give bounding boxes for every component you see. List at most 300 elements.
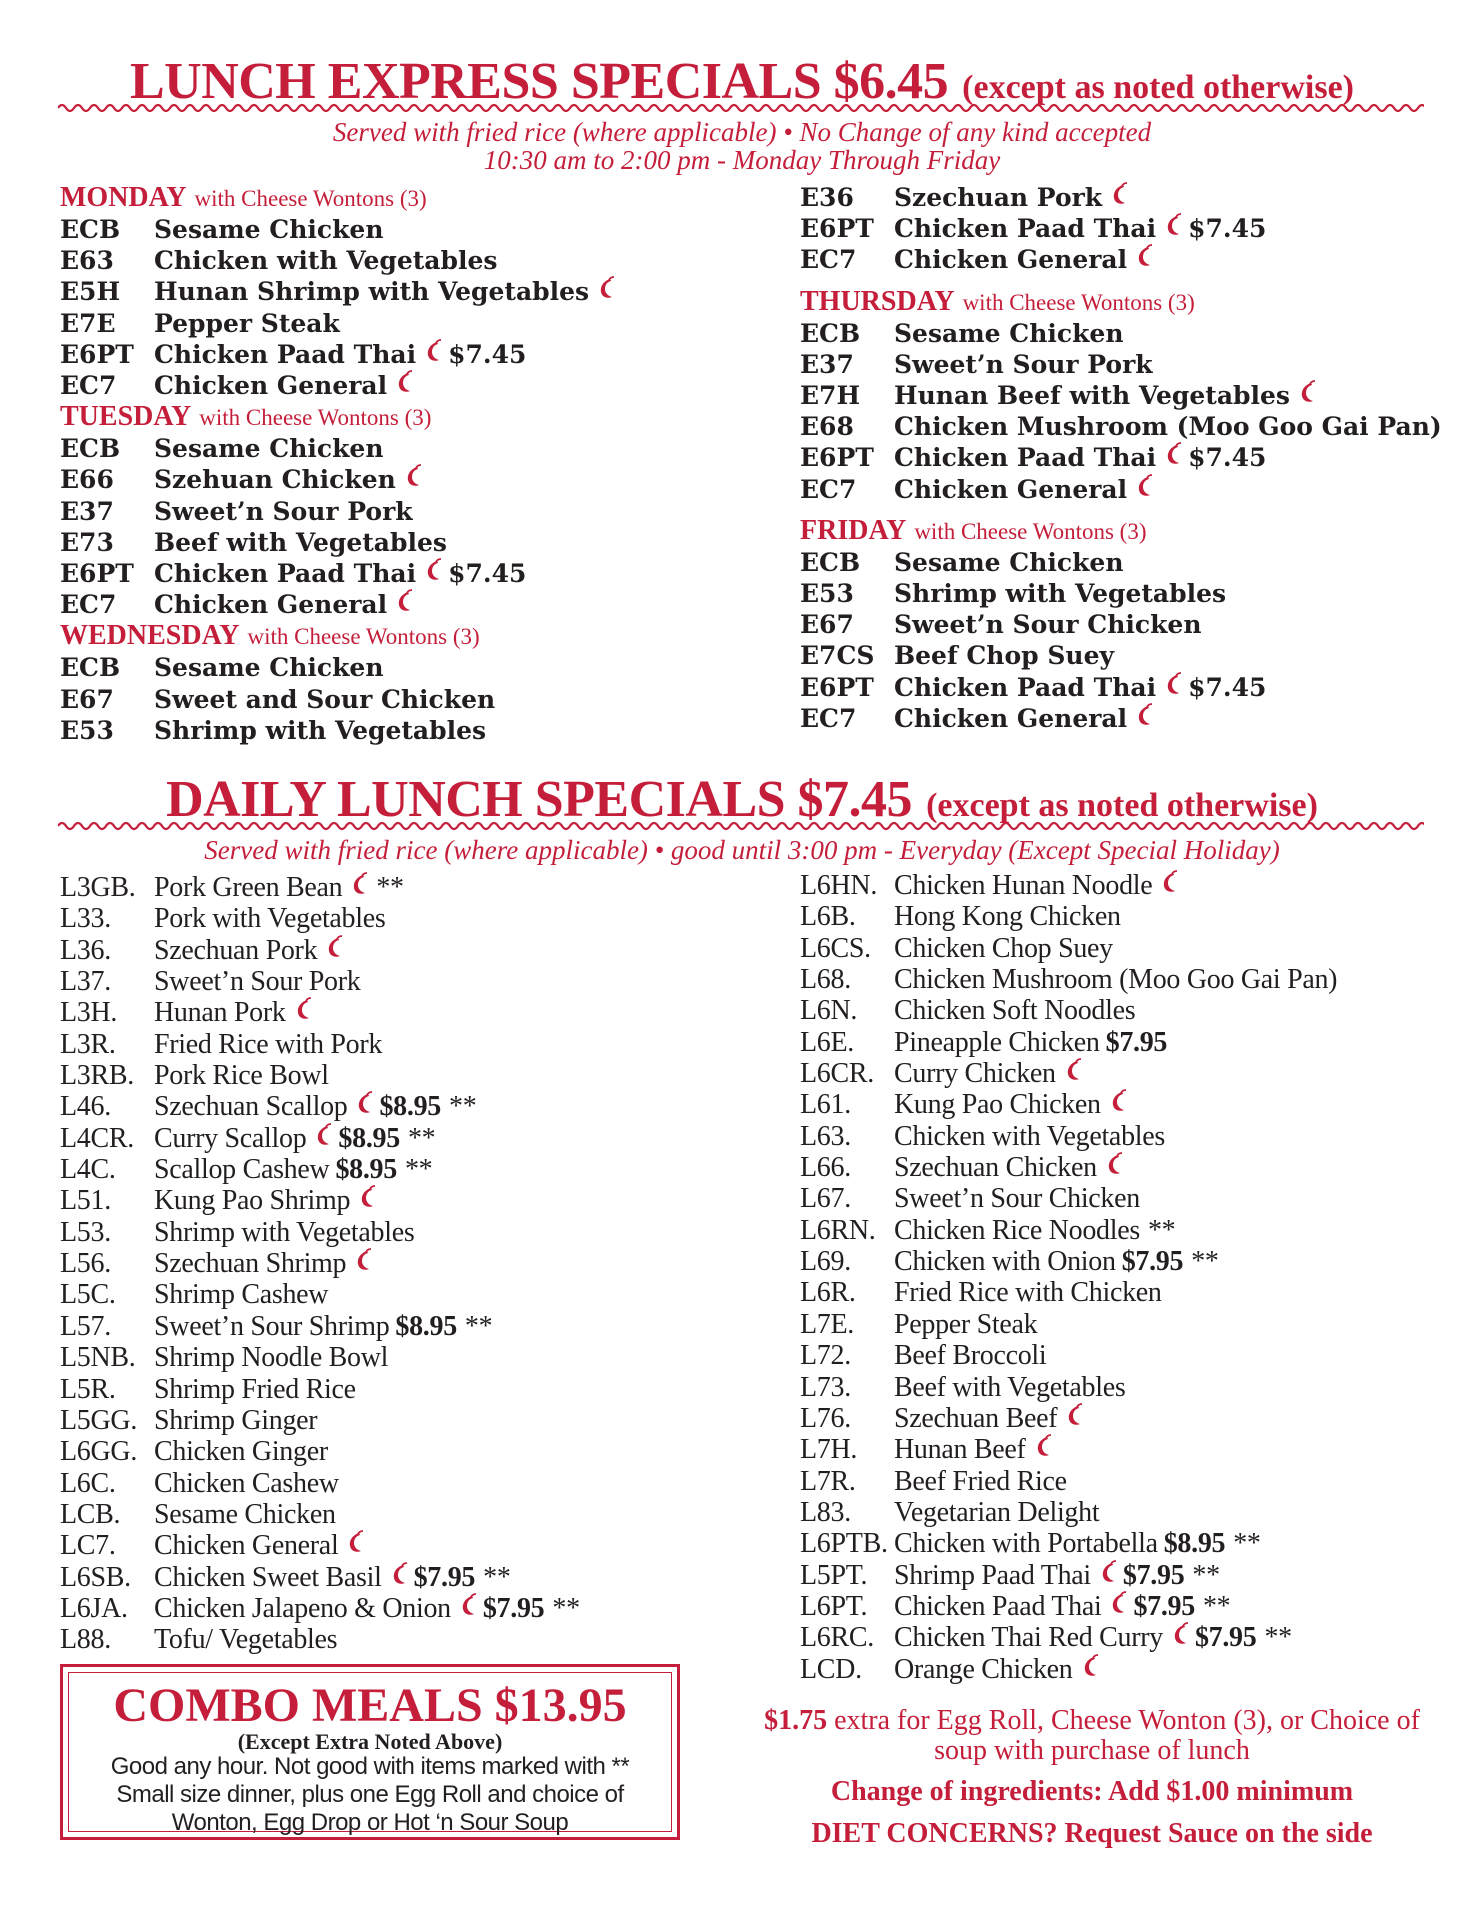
item-name: Chicken Chop Suey [894,932,1113,964]
menu-item [60,1311,780,1342]
item-code: E7E [60,308,116,338]
menu-item [800,349,1460,380]
item-name: Orange Chicken [894,1653,1073,1685]
item-price: $8.95 [335,1154,397,1186]
item-price: $8.95 [395,1310,457,1342]
extra-price: $1.75 [764,1705,828,1736]
item-code: L63. [800,1120,851,1152]
item-price: $7.45 [1188,443,1267,473]
item-code: L76. [800,1402,851,1434]
menu-item [800,1277,1480,1308]
menu-item [60,1029,780,1060]
item-code: LCD. [800,1653,862,1685]
chili-pepper-icon [1034,1434,1052,1458]
item-combo-exclusion-mark: ** [1192,1559,1220,1591]
menu-item [800,1215,1480,1246]
chili-pepper-icon [424,339,442,363]
item-code: L3H. [60,997,118,1029]
item-name: Sweet and Sour Chicken [154,684,496,714]
menu-item [60,1624,780,1655]
menu-item [800,995,1480,1026]
diet-note: DIET CONCERNS? Request Sauce on the side [811,1818,1373,1849]
item-name: Curry Scallop [154,1122,307,1154]
menu-item [60,245,780,276]
item-combo-exclusion-mark: ** [483,1561,511,1593]
item-name: Chicken Paad Thai [894,1590,1102,1622]
item-name: Kung Pao Chicken [894,1089,1101,1121]
item-name: Pork with Vegetables [154,903,386,935]
daily-right-column [800,870,1480,1685]
item-code: L6C. [60,1467,116,1499]
item-code: L7E. [800,1308,855,1340]
day-name: FRIDAY [800,514,907,546]
item-name: Sesame Chicken [154,215,384,244]
menu-item [800,411,1460,442]
item-combo-exclusion-mark: ** [1147,1214,1176,1246]
item-price: $8.95 [338,1122,400,1154]
item-name: Chicken General [894,474,1128,504]
item-name: Kung Pao Shrimp [154,1185,351,1217]
item-code: ECB [60,434,121,464]
menu-item [60,684,780,715]
item-code: E6PT [800,672,874,702]
menu-item [800,1434,1480,1465]
item-code: E37 [800,349,854,379]
chili-pepper-icon [355,1091,373,1115]
menu-item [60,1436,780,1467]
item-name: Szechuan Pork [894,183,1103,212]
item-code: EC7 [60,371,117,401]
chili-pepper-icon [395,370,413,394]
chili-pepper-icon [597,276,615,300]
menu-item [60,1468,780,1499]
item-price: $8.95 [1163,1528,1226,1560]
item-name: Chicken Thai Red Curry [894,1622,1163,1654]
day-heading [60,620,780,652]
item-code: L4CR. [60,1122,134,1154]
item-code: L56. [60,1248,111,1280]
item-combo-exclusion-mark: ** [464,1310,493,1342]
item-name: Scallop Cashew [154,1154,330,1186]
item-code: L6CR. [800,1058,874,1090]
item-code: L6PTB. [800,1528,888,1560]
item-name: Shrimp with Vegetables [894,579,1227,609]
menu-item [60,1342,780,1373]
item-name: Chicken Paad Thai [894,443,1157,473]
item-name: Szechuan Pork [154,934,318,966]
menu-item [800,318,1460,349]
item-name: Chicken with Vegetables [154,246,498,276]
daily-title-note: (except as noted otherwise) [926,787,1318,824]
menu-item [60,1217,780,1248]
item-code: EC7 [800,703,857,733]
menu-item [60,715,780,746]
combo-except: (Except Extra Noted Above) [237,1729,503,1754]
menu-item [60,370,780,401]
item-code: L5NB. [60,1342,136,1374]
item-code: L5PT. [800,1559,868,1591]
item-code: L88. [60,1624,111,1656]
item-combo-exclusion-mark: ** [404,1154,433,1186]
menu-item [800,1497,1480,1528]
menu-item [800,182,1460,213]
daily-subtitle: Served with fried rice (where applicable) • good until 3:00 pm - Everyday (Except Special Holiday) [204,835,1280,865]
item-name: Chicken Mushroom (Moo Goo Gai Pan) [894,412,1442,442]
item-code: E53 [800,579,854,609]
chili-pepper-icon [354,1248,372,1272]
item-code: L66. [800,1152,851,1184]
item-code: L6E. [800,1026,855,1058]
item-price: $8.95 [379,1091,441,1123]
item-price: $7.95 [1133,1590,1195,1622]
menu-item [800,1246,1480,1277]
chili-pepper-icon [1171,1622,1189,1646]
menu-item [60,997,780,1028]
chili-pepper-icon [314,1123,332,1147]
item-code: L6JA. [60,1592,128,1624]
item-name: Fried Rice with Chicken [894,1277,1162,1309]
daily-left-column [60,872,780,1656]
menu-item [60,652,780,683]
item-name: Shrimp Ginger [154,1404,318,1436]
item-name: Sweet’n Sour Pork [154,966,361,998]
item-name: Sesame Chicken [894,318,1124,348]
menu-item [60,1091,780,1122]
menu-item [800,1403,1480,1434]
item-code: L83. [800,1496,851,1528]
item-price: $7.45 [448,339,527,369]
item-combo-exclusion-mark: ** [376,872,404,903]
item-name: Szehuan Chicken [154,465,396,495]
item-name: Chicken with Vegetables [894,1120,1165,1152]
day-wontons: with Cheese Wontons (3) [194,186,427,211]
item-name: Chicken Sweet Basil [154,1561,382,1593]
item-code: E68 [800,412,854,442]
item-code: L37. [60,966,111,998]
item-code: E37 [60,496,114,526]
item-code: E66 [60,465,114,495]
menu-item [800,1027,1480,1058]
chili-pepper-icon [1164,672,1182,696]
item-price: $7.95 [482,1592,545,1624]
menu-item [60,1593,780,1624]
chili-pepper-icon [358,1185,376,1209]
item-code: L36. [60,934,111,966]
item-name: Tofu/ Vegetables [154,1624,338,1656]
item-code: L6HN. [800,870,878,901]
item-name: Sweet’n Sour Chicken [894,610,1202,640]
menu-item [60,558,780,589]
item-name: Sesame Chicken [154,434,384,464]
chili-pepper-icon [1135,244,1153,268]
item-name: Sesame Chicken [894,547,1124,577]
spacer [800,276,1460,286]
chili-pepper-icon [424,558,442,582]
item-code: L6GG. [60,1436,138,1468]
item-code: E6PT [800,443,874,473]
item-code: L3GB. [60,872,136,903]
item-code: E6PT [60,559,134,589]
item-code: LC7. [60,1530,116,1562]
item-price: $7.95 [1194,1622,1257,1654]
menu-item [800,901,1480,932]
item-code: ECB [60,215,121,244]
item-name: Beef Broccoli [894,1340,1047,1372]
item-code: LCB. [60,1498,121,1530]
item-name: Hunan Pork [154,997,286,1029]
item-code: L6PT. [800,1590,868,1622]
item-code: L67. [800,1183,851,1215]
item-code: ECB [60,653,121,683]
item-combo-exclusion-mark: ** [407,1122,436,1154]
menu-item [60,339,780,370]
item-code: L69. [800,1246,851,1278]
item-name: Chicken General [894,703,1128,733]
item-code: E7H [800,381,861,411]
item-code: L5R. [60,1373,116,1405]
item-code: L5C. [60,1279,116,1311]
item-name: Sweet’n Sour Shrimp [154,1310,390,1342]
item-name: Szechuan Shrimp [154,1248,347,1280]
item-code: L3RB. [60,1060,134,1092]
express-left-column [60,182,780,746]
menu-item [800,1622,1480,1653]
item-code: L68. [800,964,851,996]
chili-pepper-icon [1081,1654,1099,1678]
menu-item [60,214,780,245]
express-title-text: LUNCH EXPRESS SPECIALS $6.45 [129,53,949,110]
chili-pepper-icon [404,464,422,488]
menu-item [800,1654,1480,1685]
menu-item [60,1562,780,1593]
daily-title-text: DAILY LUNCH SPECIALS $7.45 [166,771,913,828]
menu-item [60,1499,780,1530]
item-name: Shrimp with Vegetables [154,715,487,745]
item-code: L46. [60,1091,111,1123]
menu-item [60,464,780,495]
menu-item [800,964,1480,995]
menu-item [60,1279,780,1310]
chili-pepper-icon [1164,442,1182,466]
express-title-note: (except as noted otherwise) [962,69,1355,106]
menu-item [800,933,1480,964]
item-code: EC7 [60,590,117,620]
extra-note [712,1706,1472,1766]
chili-pepper-icon [350,872,368,896]
menu-item [800,609,1460,640]
express-subtitle-2: 10:30 am to 2:00 pm - Monday Through Friday [483,145,1001,175]
item-name: Chicken Paad Thai [894,214,1157,244]
menu-item [800,1340,1480,1371]
item-name: Sweet’n Sour Chicken [894,1183,1140,1215]
item-name: Beef Fried Rice [894,1465,1067,1497]
chili-pepper-icon [1109,1591,1127,1615]
combo-line-2: Small size dinner, plus one Egg Roll and choice of [116,1781,624,1808]
menu-item [800,1560,1480,1591]
item-name: Vegetarian Delight [894,1496,1100,1528]
extra-text: extra for Egg Roll, Cheese Wonton (3), or Choice of [827,1705,1420,1736]
menu-item [800,870,1480,901]
item-code: L33. [60,903,111,935]
item-code: L6R. [800,1277,856,1309]
item-code: L7H. [800,1434,858,1466]
item-name: Shrimp Noodle Bowl [154,1342,389,1374]
chili-pepper-icon [1064,1058,1082,1082]
menu-item [60,589,780,620]
item-name: Hunan Shrimp with Vegetables [154,277,590,307]
item-code: L6B. [800,901,856,933]
menu-item [800,1183,1480,1214]
item-combo-exclusion-mark: ** [449,1091,477,1123]
item-code: E53 [60,715,114,745]
menu-item [800,640,1460,671]
item-name: Chicken Paad Thai [154,339,417,369]
chili-pepper-icon [459,1593,477,1617]
day-wontons: with Cheese Wontons (3) [247,624,480,650]
chili-pepper-icon [395,589,413,613]
day-wontons: with Cheese Wontons (3) [199,405,432,431]
menu-item [800,213,1460,244]
item-price: $7.95 [1105,1026,1168,1058]
menu-item [800,1466,1480,1497]
express-right-column [800,182,1460,734]
item-name: Szechuan Chicken [894,1152,1097,1184]
spacer [800,505,1460,515]
item-price: $7.45 [1188,672,1267,702]
item-combo-exclusion-mark: ** [552,1592,580,1624]
chili-pepper-icon [1099,1560,1117,1584]
item-name: Chicken Cashew [154,1467,339,1499]
menu-item [800,1089,1480,1120]
chili-pepper-icon [346,1530,364,1554]
day-name: TUESDAY [60,401,192,433]
menu-item [800,1309,1480,1340]
chili-pepper-icon [1135,474,1153,498]
combo-line-3: Wonton, Egg Drop or Hot ‘n Sour Soup [171,1809,569,1836]
menu-item [60,276,780,307]
item-name: Sesame Chicken [154,1498,336,1530]
item-name: Pork Green Bean [154,872,343,903]
menu-item [60,308,780,339]
item-code: L6RC. [800,1622,874,1654]
extra-text-2: soup with purchase of lunch [934,1735,1250,1766]
item-name: Pineapple Chicken [894,1026,1100,1058]
item-code: L5GG. [60,1404,138,1436]
item-name: Szechuan Scallop [154,1091,348,1123]
combo-line-1: Good any hour. Not good with items marked with ** [110,1753,630,1780]
item-name: Hunan Beef [894,1434,1026,1466]
menu-item [60,1154,780,1185]
item-code: L53. [60,1216,111,1248]
menu-item [800,672,1460,703]
menu-item [60,903,780,934]
day-wontons: with Cheese Wontons (3) [914,518,1147,544]
chili-pepper-icon [1298,380,1316,404]
item-code: E67 [800,610,854,640]
item-code: L6N. [800,995,858,1027]
item-name: Beef with Vegetables [894,1371,1126,1403]
item-name: Chicken Ginger [154,1436,328,1468]
combo-title: COMBO MEALS $13.95 [113,1679,627,1732]
item-name: Shrimp with Vegetables [154,1216,415,1248]
chili-pepper-icon [1065,1403,1083,1427]
change-note: Change of ingredients: Add $1.00 minimum [830,1776,1354,1807]
item-name: Chicken Paad Thai [894,672,1157,702]
item-name: Chicken General [154,590,388,620]
chili-pepper-icon [1135,703,1153,727]
item-name: Hong Kong Chicken [894,901,1121,933]
item-name: Chicken with Onion [894,1246,1116,1278]
menu-item [800,474,1460,505]
combo-meals-box [60,1664,680,1840]
item-name: Shrimp Fried Rice [154,1373,356,1405]
item-name: Chicken Paad Thai [154,559,417,589]
item-code: L6SB. [60,1561,131,1593]
day-heading [60,401,780,433]
menu-item [60,1405,780,1436]
item-code: L73. [800,1371,851,1403]
chili-pepper-icon [1105,1152,1123,1176]
item-name: Shrimp Paad Thai [894,1559,1091,1591]
item-code: EC7 [800,245,857,275]
menu-item [60,433,780,464]
menu-item [60,1248,780,1279]
item-code: E6PT [800,214,874,244]
item-name: Sweet’n Sour Pork [894,349,1153,379]
menu-item [60,1185,780,1216]
chili-pepper-icon [390,1562,408,1586]
item-code: L6CS. [800,932,871,964]
item-name: Sesame Chicken [154,653,384,683]
menu-item [800,1591,1480,1622]
item-name: Fried Rice with Pork [154,1028,383,1060]
item-price: $7.45 [448,559,527,589]
item-code: L6RN. [800,1214,876,1246]
menu-item [800,1372,1480,1403]
chili-pepper-icon [294,997,312,1021]
item-name: Pork Rice Bowl [154,1060,329,1092]
menu-item [60,527,780,558]
menu-item [60,935,780,966]
menu-item [60,1123,780,1154]
item-name: Shrimp Cashew [154,1279,329,1311]
item-combo-exclusion-mark: ** [1202,1590,1231,1622]
menu-item [800,244,1460,275]
menu-item [60,1374,780,1405]
item-name: Chicken with Portabella [894,1528,1158,1560]
item-code: L3R. [60,1028,116,1060]
item-name: Chicken General [154,1530,339,1562]
item-name: Curry Chicken [894,1058,1056,1090]
item-name: Chicken Rice Noodles [894,1214,1140,1246]
day-heading [60,182,780,214]
menu-item [800,1058,1480,1089]
item-name: Chicken General [154,371,388,401]
item-name: Pepper Steak [894,1308,1038,1340]
item-name: Chicken Hunan Noodle [894,870,1153,901]
menu-item [60,496,780,527]
item-name: Chicken Mushroom (Moo Goo Gai Pan) [894,964,1338,996]
daily-wavy-divider [58,818,1424,834]
item-code: E63 [60,246,114,276]
day-heading [800,515,1460,547]
item-name: Hunan Beef with Vegetables [894,381,1290,411]
item-code: L4C. [60,1154,116,1186]
menu-item [800,1152,1480,1183]
item-price: $7.95 [1122,1559,1185,1591]
chili-pepper-icon [1110,182,1128,206]
chili-pepper-icon [1164,213,1182,237]
